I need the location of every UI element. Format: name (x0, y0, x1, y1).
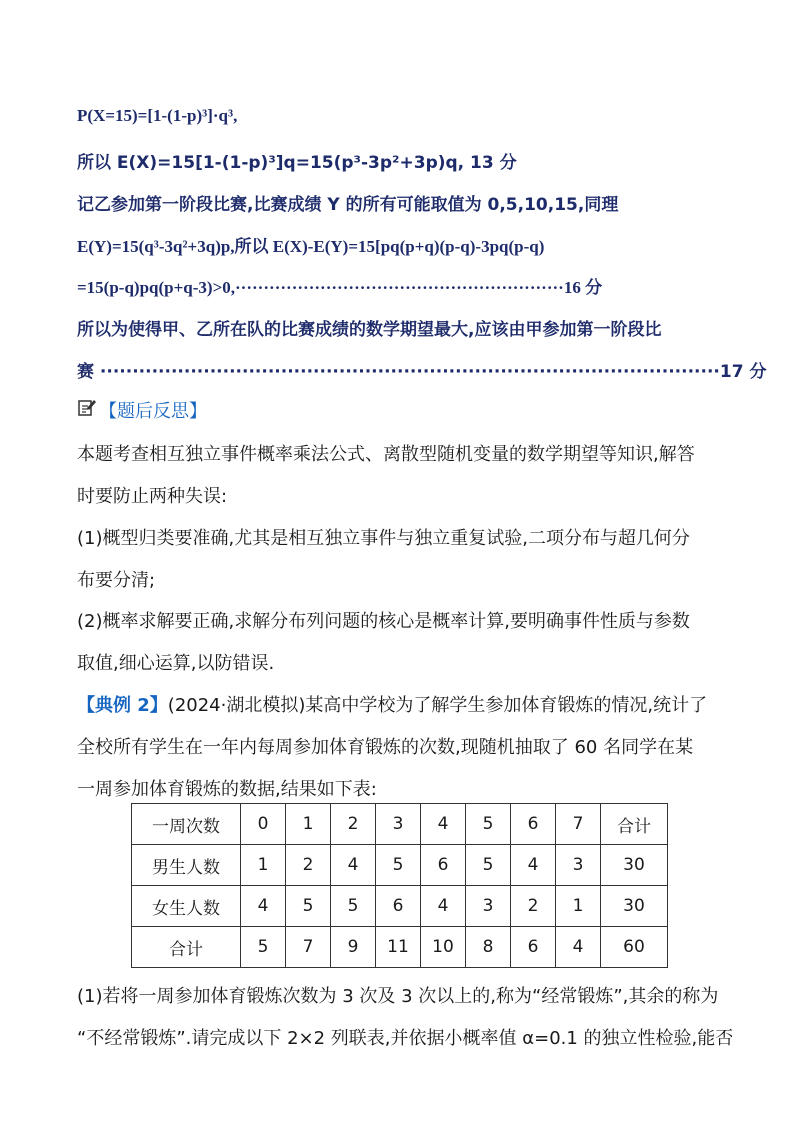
table-cell: 女生人数 (132, 886, 241, 927)
table-cell: 10 (421, 927, 466, 968)
table-cell: 2 (511, 886, 556, 927)
question-line-1: (1)若将一周参加体育锻炼次数为 3 次及 3 次以上的,称为“经常锻炼”,其余的称为 (77, 986, 719, 1007)
table-header-cell: 4 (421, 804, 466, 845)
table-cell: 6 (376, 886, 421, 927)
table-cell: 5 (466, 845, 511, 886)
table-cell: 2 (286, 845, 331, 886)
solution-line-5: =15(p-q)pq(p+q-3)>0,··························································16 分 (77, 278, 603, 297)
solution-line-4: E(Y)=15(q³-3q²+3q)p,所以 E(X)-E(Y)=15[pq(p+q)(p-q)-3pq(p-q) (77, 237, 545, 256)
reflection-p2a: (1)概型归类要准确,尤其是相互独立事件与独立重复试验,二项分布与超几何分 (77, 528, 690, 549)
table-cell: 8 (466, 927, 511, 968)
table-cell: 6 (511, 927, 556, 968)
table-header-row (132, 804, 668, 845)
example-line-1 (77, 691, 707, 717)
question-line-2: “不经常锻炼”.请完成以下 2×2 列联表,并依据小概率值 α=0.1 的独立性检验,能否 (77, 1028, 734, 1049)
exercise-stats-table (131, 803, 668, 968)
solution-line-1: P(X=15)=[1-(1-p)³]·q³, (77, 106, 238, 125)
example-tag: 【典例 2】 (77, 695, 168, 716)
example-l1: (2024·湖北模拟)某高中学校为了解学生参加体育锻炼的情况,统计了 (167, 695, 708, 716)
table-cell: 3 (466, 886, 511, 927)
table-header-cell: 0 (241, 804, 286, 845)
table-cell: 4 (511, 845, 556, 886)
table-cell: 1 (556, 886, 601, 927)
table-header-cell: 3 (376, 804, 421, 845)
table-cell: 60 (601, 927, 668, 968)
table-header-cell: 7 (556, 804, 601, 845)
table-row (132, 927, 668, 968)
solution-line-3: 记乙参加第一阶段比赛,比赛成绩 Y 的所有可能取值为 0,5,10,15,同理 (77, 195, 619, 215)
table-cell: 5 (286, 886, 331, 927)
table-cell: 4 (421, 886, 466, 927)
edit-note-icon (77, 397, 97, 417)
table-header-cell: 合计 (601, 804, 668, 845)
table-header-cell: 5 (466, 804, 511, 845)
reflection-title: 【题后反思】 (99, 401, 207, 422)
table-row (132, 845, 668, 886)
table-cell: 6 (421, 845, 466, 886)
solution-line-6: 所以为使得甲、乙所在队的比赛成绩的数学期望最大,应该由甲参加第一阶段比 (77, 320, 662, 340)
table-cell: 7 (286, 927, 331, 968)
example-line-3: 一周参加体育锻炼的数据,结果如下表: (77, 779, 377, 800)
solution-line-7: 赛 ································································································17 分 (77, 362, 767, 382)
reflection-p1a: 本题考查相互独立事件概率乘法公式、离散型随机变量的数学期望等知识,解答 (77, 444, 695, 465)
table-cell: 30 (601, 845, 668, 886)
table-header-cell: 6 (511, 804, 556, 845)
table-cell: 30 (601, 886, 668, 927)
table-row (132, 886, 668, 927)
reflection-p3b: 取值,细心运算,以防错误. (77, 653, 275, 674)
solution-line-2: 所以 E(X)=15[1-(1-p)³]q=15(p³-3p²+3p)q, 13 分 (77, 153, 517, 173)
table-cell: 男生人数 (132, 845, 241, 886)
table-cell: 5 (241, 927, 286, 968)
reflection-p2b: 布要分清; (77, 570, 156, 591)
table-cell: 4 (556, 927, 601, 968)
reflection-p3a: (2)概率求解要正确,求解分布列问题的核心是概率计算,要明确事件性质与参数 (77, 611, 690, 632)
table-cell: 1 (241, 845, 286, 886)
example-line-2: 全校所有学生在一年内每周参加体育锻炼的次数,现随机抽取了 60 名同学在某 (77, 737, 694, 758)
reflection-p1b: 时要防止两种失误: (77, 486, 228, 507)
table-cell: 5 (376, 845, 421, 886)
table-header-cell: 2 (331, 804, 376, 845)
table-cell: 5 (331, 886, 376, 927)
table-cell: 9 (331, 927, 376, 968)
table-cell: 合计 (132, 927, 241, 968)
table-header-cell: 1 (286, 804, 331, 845)
table-cell: 3 (556, 845, 601, 886)
table-cell: 11 (376, 927, 421, 968)
table-header-cell: 一周次数 (132, 804, 241, 845)
table-cell: 4 (331, 845, 376, 886)
table-cell: 4 (241, 886, 286, 927)
